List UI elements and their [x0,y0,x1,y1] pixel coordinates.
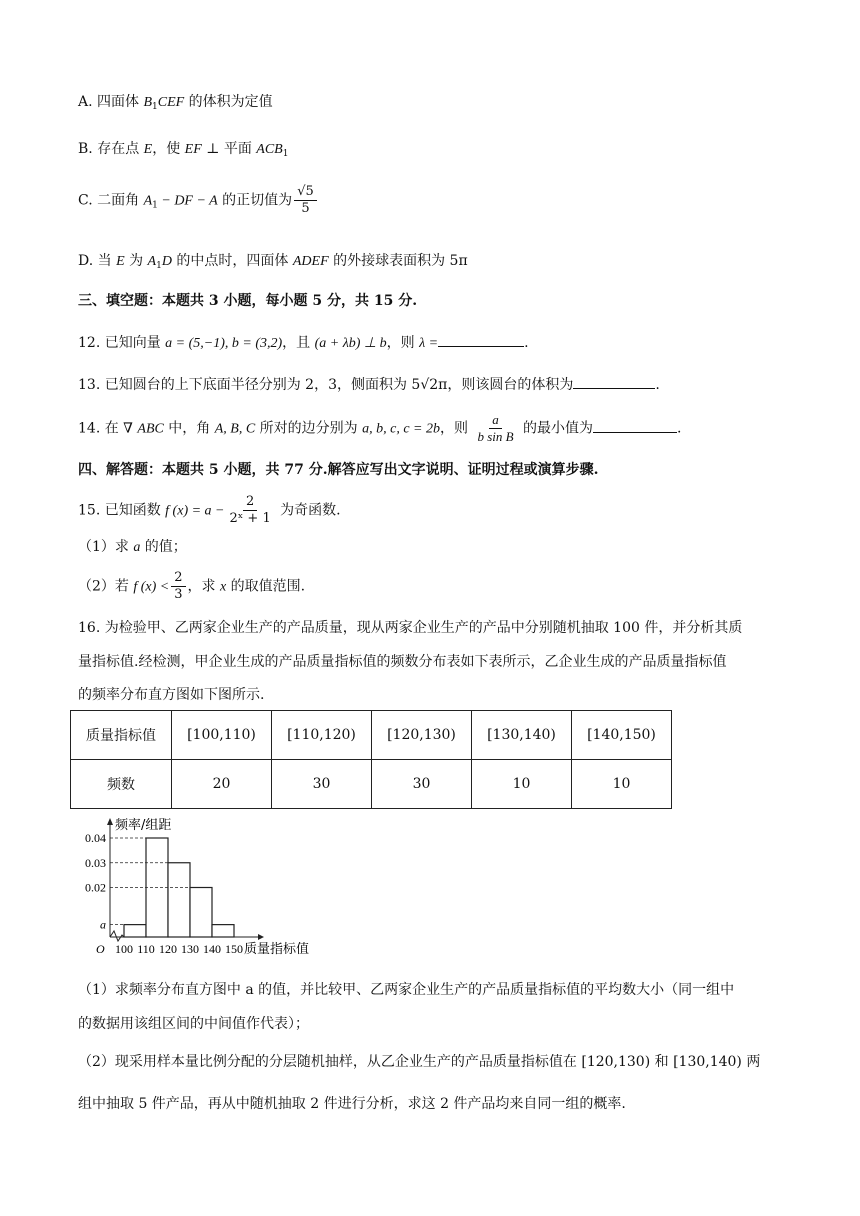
histogram-bar [190,888,212,938]
option-c-den: 5 [301,201,310,216]
q14-mid: 中，角 [163,420,215,437]
q15-fraction [227,494,274,527]
q14-den: b sin B [477,429,514,444]
option-b-sub: 1 [282,149,289,159]
y-axis-label: 频率/组距 [115,818,172,833]
option-d-a: A [147,254,157,269]
table-cell: 10 [572,760,672,809]
q15-2-num: 2 [171,570,185,587]
option-c-text: 的正切值为 [217,192,293,209]
question-16-line-1: 16. 为检验甲、乙两家企业生产的产品质量，现从两家企业生产的产品中分别随机抽取 100 件，并分析其质 [78,620,743,636]
table-cell: [100,110) [172,711,272,760]
q15-2-post2: 的取值范围. [226,578,306,595]
option-a-sub: 1 [152,102,158,112]
table-cell: 30 [272,760,372,809]
question-13 [78,374,660,395]
option-d [78,251,468,276]
option-b-prefix: B. 存在点 [78,141,144,157]
q12-vectors: a = (5,−1), b = (3,2) [165,336,283,351]
q14-prefix: 14. 在 ∇ [78,420,138,437]
option-c-num: √5 [294,184,317,201]
option-a [78,92,273,117]
option-d-d: D [161,254,172,269]
q14-post2: 的最小值为 [518,420,594,437]
q14-abc: ABC [137,421,164,437]
frequency-table [70,710,672,809]
table-cell: 30 [372,760,472,809]
q12-lambda: λ = [419,336,439,351]
option-b-acb: ACB [256,142,283,157]
table-cell: [110,120) [272,711,372,760]
x-axis-label: 质量指标值 [244,942,310,957]
x-tick-label: 110 [137,942,155,956]
q14-num: a [489,412,502,429]
table-header-row [71,711,672,760]
histogram-bar [212,925,234,937]
x-tick-label: 120 [159,942,177,956]
option-a-math: B [143,95,153,110]
option-d-e: E [116,254,125,269]
option-c-prefix: C. 二面角 [78,192,144,209]
q14-fraction [474,412,516,445]
q14-end: . [677,420,682,437]
y-tick-label: a [100,917,106,932]
question-15 [78,494,341,527]
option-d-prefix: D. 当 [78,253,117,269]
q15-den: 2ˣ + 1 [229,511,271,526]
histogram-bar [168,863,190,937]
question-14 [78,412,681,445]
option-b-perp: ⊥ 平面 [201,141,257,157]
q14-mid2: 所对的边分别为 [255,420,363,437]
question-16-part-1-line-1: （1）求频率分布直方图中 a 的值，并比较甲、乙两家企业生产的产品质量指标值的平均数大小（同一组中 [78,982,735,998]
histogram-bar [124,925,146,937]
q15-1-prefix: （1）求 [78,539,134,555]
y-tick-label: 0.04 [85,831,106,845]
table-cell: [140,150) [572,711,672,760]
option-d-text: 的中点时，四面体 [171,253,293,269]
q13-end: . [655,377,660,393]
question-16-part-1-line-2: 的数据用该组区间的中间值作代表）； [78,1016,309,1032]
q15-2-den: 3 [174,587,183,602]
axis-break [110,931,124,941]
option-c [78,184,319,217]
y-tick-label: 0.02 [85,880,106,895]
table-cell: 质量指标值 [71,711,172,760]
histogram-chart [70,813,330,965]
q15-2-f: f (x) < [133,579,170,595]
q15-prefix: 15. 已知函数 [78,502,166,519]
q13-text: 13. 已知圆台的上下底面半径分别为 2，3，侧面积为 5√2π，则该圆台的体积为 [78,377,574,393]
q14-post: ，则 [439,420,473,437]
question-16-part-2-line-2: 组中抽取 5 件产品，再从中随机抽取 2 件进行分析，求这 2 件产品均来自同一组的概率. [78,1096,626,1112]
option-c-a: A [143,193,153,209]
option-c-sub: 1 [152,200,158,211]
question-12 [78,332,529,354]
q15-function: f (x) = a − [165,503,225,519]
x-tick-label: 100 [115,942,133,956]
q15-2-x: x [219,579,227,595]
q15-num: 2 [243,494,257,511]
option-d-adef: ADEF [292,254,329,269]
q15-2-prefix: （2）若 [78,578,134,595]
question-15-part-1 [78,537,187,558]
table-cell: 频数 [71,760,172,809]
q12-post: ，则 [386,335,420,351]
q15-1-a: a [133,540,141,555]
section-4-heading: 四、解答题：本题共 5 小题，共 77 分.解答应写出文字说明、证明过程或演算步骤. [78,462,599,478]
option-d-sub: 1 [156,261,162,271]
q14-sides: a, b, c, c = 2b [362,421,440,437]
option-d-mid: 为 [124,253,148,269]
table-cell: 20 [172,760,272,809]
q15-2-post: ，求 [187,578,220,595]
q14-blank[interactable] [593,418,677,433]
option-a-math2: CEF [157,95,185,110]
option-b [78,139,288,164]
q13-blank[interactable] [573,374,655,389]
question-16-part-2-line-1: （2）现采用样本量比例分配的分层随机抽样，从乙企业生产的产品质量指标值在 [120,130) 和 [130,140) 两 [78,1054,761,1070]
y-tick-label: 0.03 [85,855,106,870]
q15-post: 为奇函数. [275,502,341,519]
table-cell: [120,130) [372,711,472,760]
option-a-text: 的体积为定值 [184,94,273,110]
option-b-ef: EF [184,142,202,157]
option-c-fraction [294,184,317,217]
origin-label: O [96,942,105,956]
q12-end: . [524,335,529,351]
q12-blank[interactable] [438,332,524,347]
table-cell: 10 [472,760,572,809]
option-d-text2: 的外接球表面积为 5π [328,253,468,269]
x-tick-label: 130 [181,942,199,956]
question-16-line-3: 的频率分布直方图如下图所示. [78,687,265,703]
q14-angles: A, B, C [214,421,256,437]
question-15-part-2 [78,570,305,603]
option-c-math: − DF − A [157,193,218,209]
option-b-e: E [143,142,153,157]
table-row [71,760,672,809]
option-a-prefix: A. 四面体 [78,94,144,110]
x-tick-label: 140 [203,942,221,956]
option-b-mid: ，使 [152,141,185,157]
question-16-line-2: 量指标值.经检测，甲企业生成的产品质量指标值的频数分布表如下表所示，乙企业生成的产品质量指标值 [78,654,727,670]
table-cell: [130,140) [472,711,572,760]
section-3-heading: 三、填空题：本题共 3 小题，每小题 5 分，共 15 分. [78,293,418,309]
q12-mid: ，且 [282,335,315,351]
y-axis-arrow [107,818,113,825]
q12-condition: (a + λb) ⊥ b [314,336,387,351]
q15-1-post: 的值； [140,539,187,555]
x-axis-arrow [258,934,264,940]
q15-2-fraction [171,570,185,603]
q12-prefix: 12. 已知向量 [78,335,166,351]
x-tick-label: 150 [225,942,243,956]
